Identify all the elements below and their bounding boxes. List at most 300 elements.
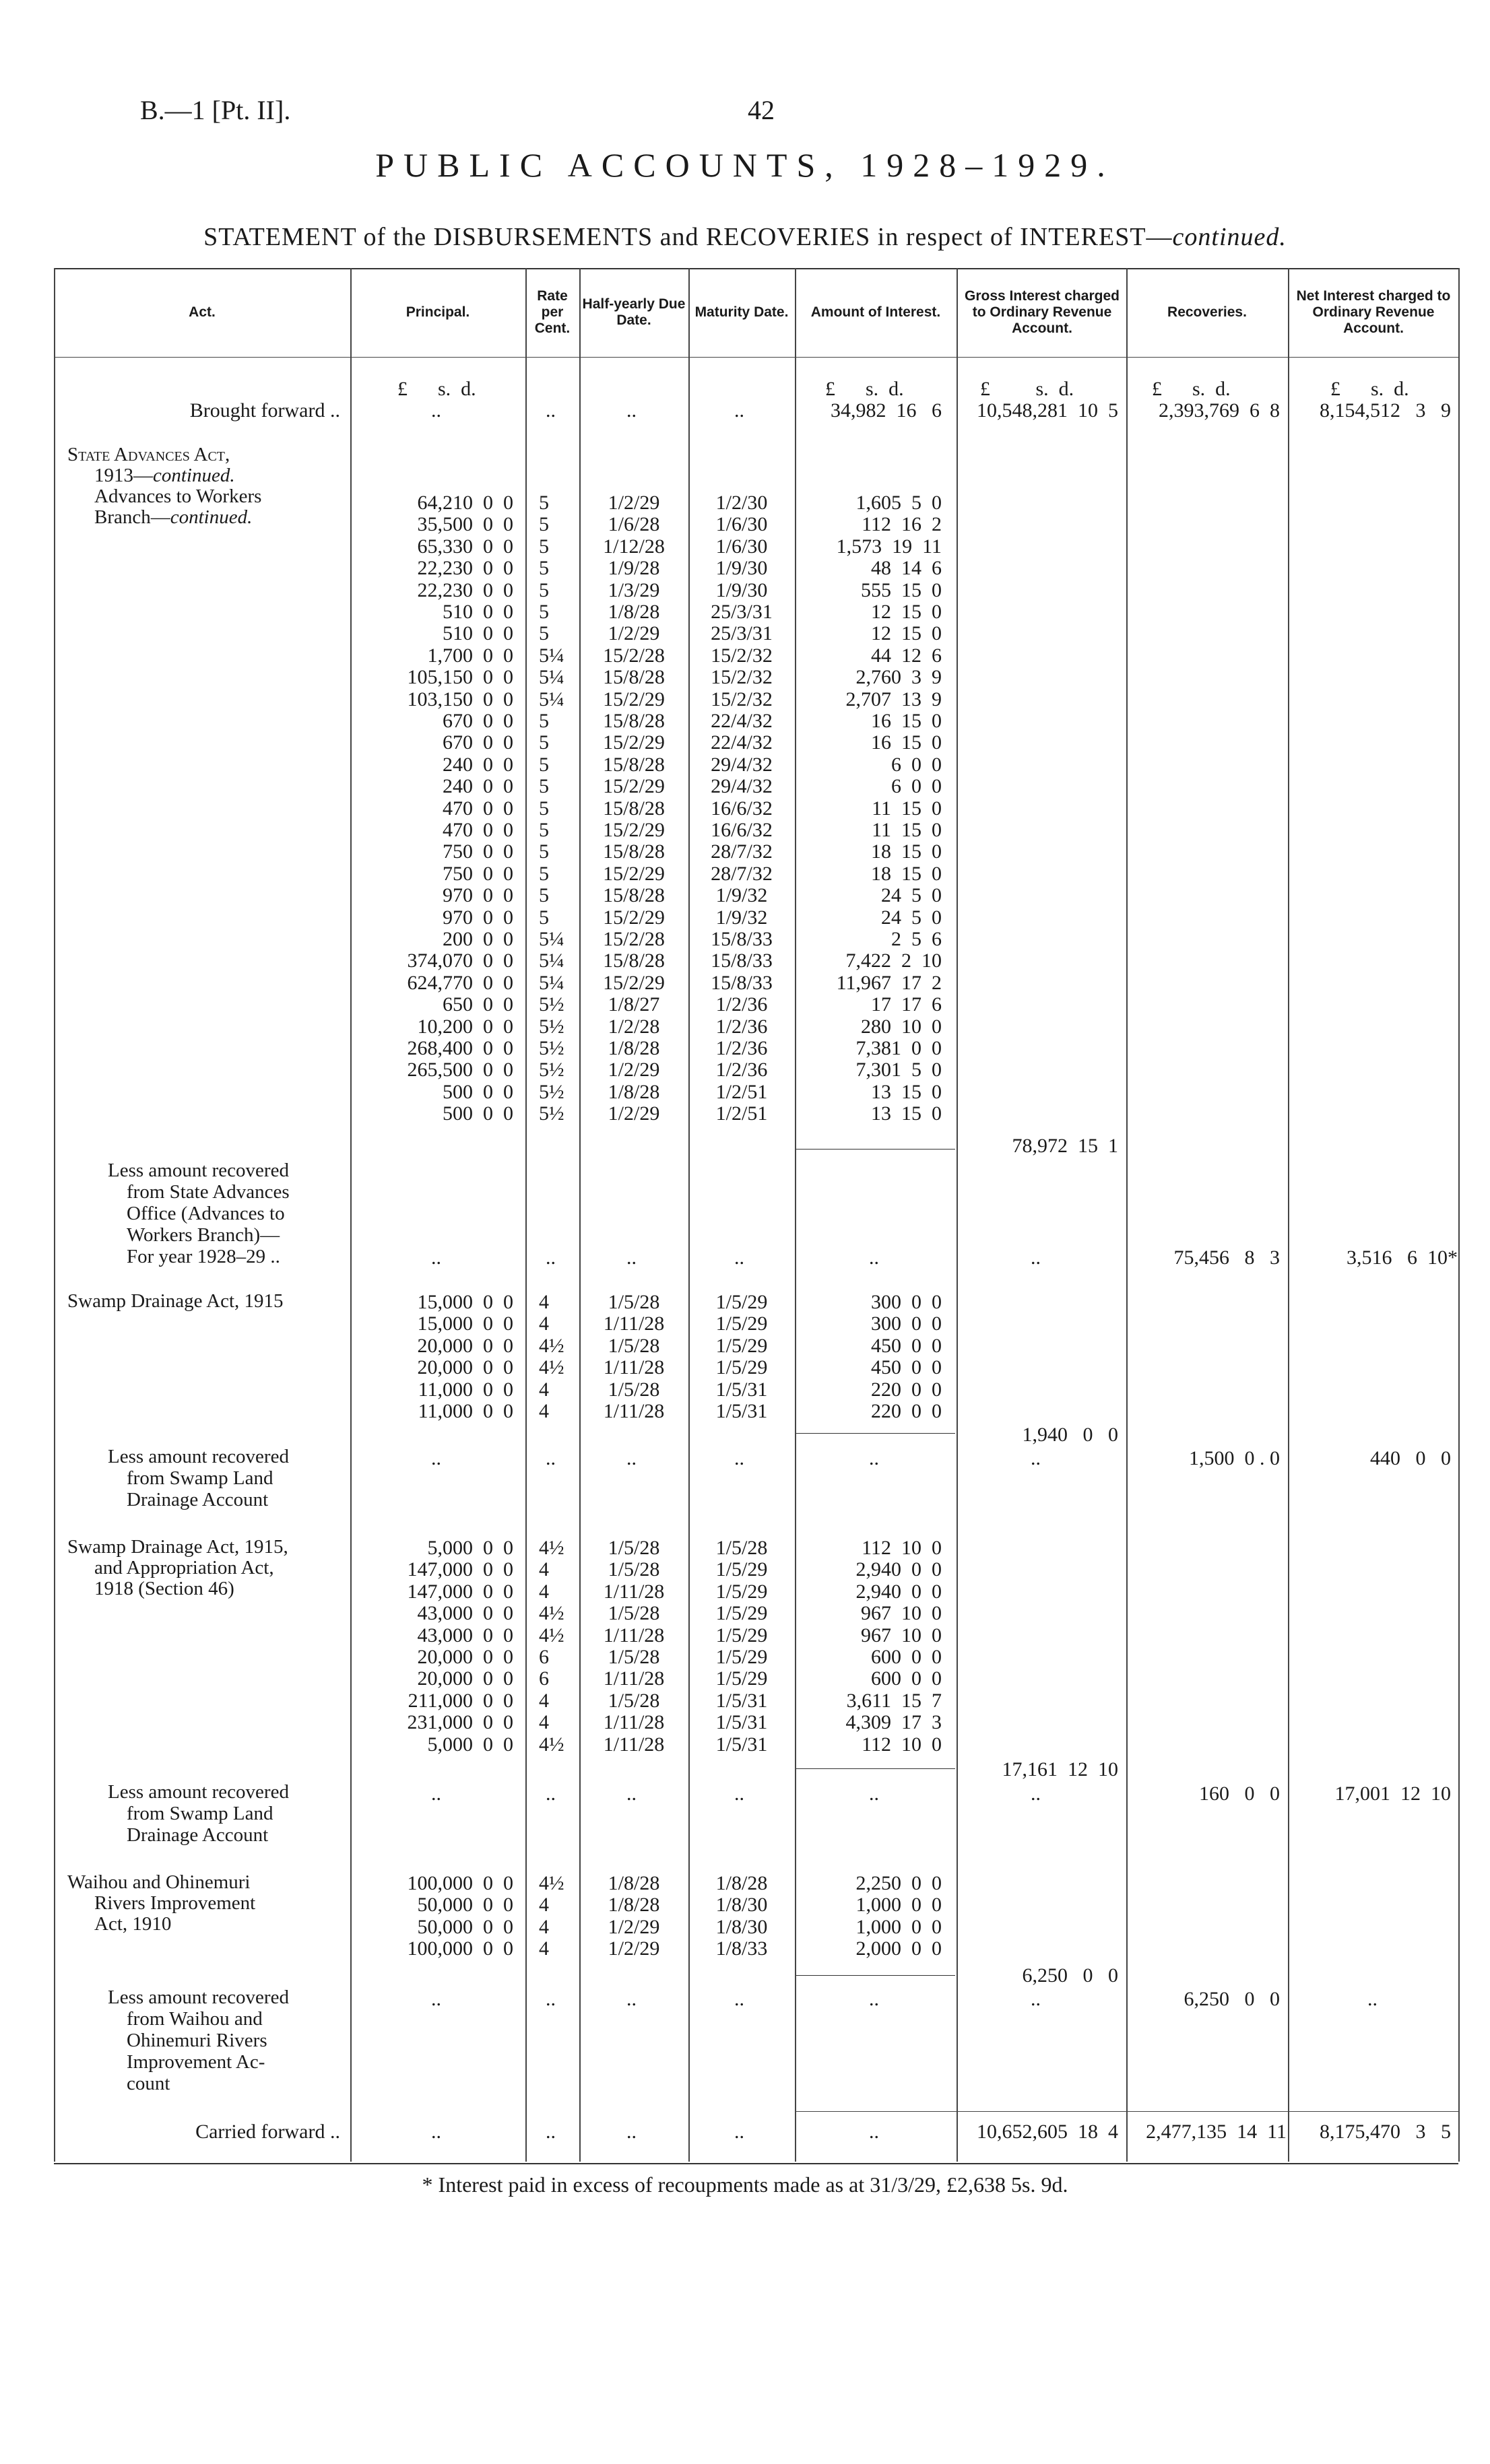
dots: .. xyxy=(869,1447,879,1469)
act-line: and Appropriation Act, xyxy=(94,1557,274,1578)
row-maturity-date: 1/8/28 xyxy=(715,1872,768,1894)
col-recoveries: Recoveries. xyxy=(1167,304,1247,320)
row-principal: 22,230 0 0 xyxy=(417,578,513,601)
row-rate: 4½ xyxy=(539,1334,564,1357)
row-halfyearly-date: 1/5/28 xyxy=(608,1378,660,1401)
section1-net: 3,516 6 10* xyxy=(1347,1246,1458,1269)
row-principal: 20,000 0 0 xyxy=(417,1356,513,1379)
row-rate: 4 xyxy=(539,1312,549,1335)
row-maturity-date: 1/2/51 xyxy=(715,1080,768,1103)
less-line: For year 1928–29 .. xyxy=(127,1246,280,1267)
row-halfyearly-date: 1/11/28 xyxy=(603,1733,665,1756)
row-halfyearly-date: 1/9/28 xyxy=(608,557,660,580)
row-rate: 5 xyxy=(539,753,549,776)
row-interest-amount: 11 15 0 xyxy=(872,819,942,841)
row-rate: 5½ xyxy=(539,1015,564,1038)
row-principal: 750 0 0 xyxy=(443,862,513,885)
row-rate: 5 xyxy=(539,535,549,558)
section1-sub2: Branch— xyxy=(94,506,170,528)
row-interest-amount: 7,301 5 0 xyxy=(855,1059,942,1081)
rule xyxy=(957,268,958,2162)
row-rate: 5 xyxy=(539,884,549,907)
dots: .. xyxy=(734,1246,744,1269)
dots: .. xyxy=(546,1246,556,1269)
row-interest-amount: 6 0 0 xyxy=(891,775,942,798)
carried-rule xyxy=(796,2111,1458,2112)
row-rate: 4 xyxy=(539,1400,549,1422)
row-principal: 5,000 0 0 xyxy=(427,1733,513,1756)
row-principal: 103,150 0 0 xyxy=(407,688,513,710)
row-interest-amount: 12 15 0 xyxy=(871,622,942,645)
row-halfyearly-date: 1/11/28 xyxy=(603,1667,665,1690)
row-interest-amount: 967 10 0 xyxy=(861,1602,942,1625)
dots: .. xyxy=(1031,1246,1041,1269)
dots: .. xyxy=(431,1447,441,1469)
row-principal: 22,230 0 0 xyxy=(417,557,513,580)
row-halfyearly-date: 15/8/28 xyxy=(603,753,665,776)
row-rate: 6 xyxy=(539,1667,549,1690)
row-principal: 1,700 0 0 xyxy=(427,644,513,667)
row-principal: 240 0 0 xyxy=(443,775,513,798)
row-principal: 500 0 0 xyxy=(443,1080,513,1103)
row-halfyearly-date: 15/2/29 xyxy=(603,862,665,885)
row-principal: 20,000 0 0 xyxy=(417,1334,513,1357)
row-maturity-date: 1/8/30 xyxy=(715,1915,768,1938)
section1-recoveries: 75,456 8 3 xyxy=(1173,1246,1280,1269)
row-halfyearly-date: 1/11/28 xyxy=(603,1356,665,1379)
dots: .. xyxy=(626,2121,637,2143)
col-principal: Principal. xyxy=(406,304,470,320)
row-maturity-date: 1/5/29 xyxy=(715,1667,768,1690)
row-principal: 268,400 0 0 xyxy=(407,1037,513,1059)
row-rate: 5 xyxy=(539,862,549,885)
row-maturity-date: 1/8/30 xyxy=(715,1894,768,1917)
row-rate: 4½ xyxy=(539,1872,564,1894)
row-rate: 5 xyxy=(539,906,549,929)
dots: .. xyxy=(431,399,441,422)
row-halfyearly-date: 15/2/29 xyxy=(603,971,665,994)
row-halfyearly-date: 15/2/29 xyxy=(603,819,665,841)
row-maturity-date: 28/7/32 xyxy=(711,840,773,863)
row-principal: 670 0 0 xyxy=(443,710,513,732)
row-interest-amount: 1,605 5 0 xyxy=(855,492,942,514)
row-rate: 5 xyxy=(539,557,549,580)
row-maturity-date: 1/5/29 xyxy=(715,1558,768,1581)
section2-act-title: Swamp Drainage Act, 1915 xyxy=(67,1290,284,1312)
row-interest-amount: 48 14 6 xyxy=(871,557,942,580)
row-halfyearly-date: 1/2/29 xyxy=(608,1915,660,1938)
row-maturity-date: 22/4/32 xyxy=(711,710,773,732)
col-net: Net Interest charged to Ordinary Revenue Account. xyxy=(1296,288,1451,336)
row-maturity-date: 1/2/36 xyxy=(715,993,768,1016)
dots: .. xyxy=(869,2121,879,2143)
row-maturity-date: 1/2/36 xyxy=(715,1059,768,1081)
row-halfyearly-date: 1/2/29 xyxy=(608,622,660,645)
row-halfyearly-date: 1/8/28 xyxy=(608,1872,660,1894)
section3-less xyxy=(108,1781,337,1846)
row-rate: 4½ xyxy=(539,1537,564,1559)
row-halfyearly-date: 1/11/28 xyxy=(603,1580,665,1603)
row-halfyearly-date: 15/8/28 xyxy=(603,797,665,820)
dots: .. xyxy=(734,399,744,422)
dots: .. xyxy=(626,1447,637,1469)
row-rate: 5 xyxy=(539,622,549,645)
row-principal: 5,000 0 0 xyxy=(427,1537,513,1559)
row-rate: 5½ xyxy=(539,1080,564,1103)
section4-act xyxy=(67,1872,344,1935)
row-maturity-date: 16/6/32 xyxy=(711,819,773,841)
less-line: Less amount recovered xyxy=(108,1446,289,1467)
row-principal: 650 0 0 xyxy=(443,993,513,1016)
row-halfyearly-date: 15/8/28 xyxy=(603,884,665,907)
row-rate: 4 xyxy=(539,1580,549,1603)
brought-forward-label: Brought forward .. xyxy=(189,399,340,422)
brought-forward-amount: 34,982 16 6 xyxy=(831,399,942,422)
row-maturity-date: 1/2/36 xyxy=(715,1015,768,1038)
carried-forward-recoveries: 2,477,135 14 11 xyxy=(1146,2121,1287,2143)
less-line: Less amount recovered xyxy=(108,1781,289,1803)
unit-principal: £ s. d. xyxy=(397,378,476,400)
row-rate: 5¼ xyxy=(539,971,564,994)
row-maturity-date: 1/6/30 xyxy=(715,535,768,558)
row-interest-amount: 220 0 0 xyxy=(871,1400,942,1422)
row-rate: 5 xyxy=(539,775,549,798)
row-interest-amount: 220 0 0 xyxy=(871,1378,942,1401)
footnote: * Interest paid in excess of recoupments made as at 31/3/29, £2,638 5s. 9d. xyxy=(422,2172,1068,2197)
row-halfyearly-date: 1/2/29 xyxy=(608,1102,660,1125)
act-line: Waihou and Ohinemuri xyxy=(67,1871,251,1893)
section1-sub-cont: continued. xyxy=(170,506,253,528)
less-line: Less amount recovered xyxy=(108,1160,289,1181)
carried-forward-net: 8,175,470 3 5 xyxy=(1320,2121,1451,2143)
row-interest-amount: 7,422 2 10 xyxy=(845,950,942,972)
row-principal: 470 0 0 xyxy=(443,797,513,820)
row-halfyearly-date: 1/8/27 xyxy=(608,993,660,1016)
row-halfyearly-date: 1/5/28 xyxy=(608,1646,660,1668)
row-interest-amount: 2,707 13 9 xyxy=(845,688,942,710)
col-rate: Rate per Cent. xyxy=(534,288,571,336)
row-interest-amount: 44 12 6 xyxy=(871,644,942,667)
row-principal: 200 0 0 xyxy=(443,928,513,950)
page-title: PUBLIC ACCOUNTS, 1928–1929. xyxy=(375,146,1115,184)
row-rate: 4 xyxy=(539,1915,549,1938)
row-rate: 5¼ xyxy=(539,928,564,950)
less-line: Ohinemuri Rivers xyxy=(127,2030,267,2051)
row-interest-amount: 4,309 17 3 xyxy=(845,1711,942,1734)
row-rate: 5 xyxy=(539,492,549,514)
row-maturity-date: 1/5/31 xyxy=(715,1711,768,1734)
section1-act-cont: continued. xyxy=(153,465,235,486)
row-rate: 5½ xyxy=(539,993,564,1016)
section2-less xyxy=(108,1446,337,1510)
row-rate: 4 xyxy=(539,1937,549,1960)
row-interest-amount: 967 10 0 xyxy=(861,1624,942,1646)
row-principal: 240 0 0 xyxy=(443,753,513,776)
dots: .. xyxy=(869,1783,879,1805)
dots: .. xyxy=(869,1246,879,1269)
row-maturity-date: 1/5/29 xyxy=(715,1602,768,1625)
section3-gross-total: 17,161 12 10 xyxy=(1002,1758,1118,1780)
row-halfyearly-date: 15/2/28 xyxy=(603,644,665,667)
row-rate: 4½ xyxy=(539,1733,564,1756)
row-interest-amount: 600 0 0 xyxy=(871,1646,942,1668)
subtotal-rule xyxy=(796,1433,955,1434)
row-interest-amount: 2,250 0 0 xyxy=(855,1872,942,1894)
row-maturity-date: 1/6/30 xyxy=(715,513,768,536)
dots: .. xyxy=(734,1988,744,2010)
row-rate: 4 xyxy=(539,1378,549,1401)
section2-act xyxy=(67,1291,344,1312)
row-principal: 43,000 0 0 xyxy=(417,1602,513,1625)
row-rate: 5¼ xyxy=(539,644,564,667)
row-interest-amount: 112 16 2 xyxy=(862,513,942,536)
row-interest-amount: 18 15 0 xyxy=(871,840,942,863)
row-interest-amount: 1,000 0 0 xyxy=(855,1915,942,1938)
act-line: Swamp Drainage Act, 1915, xyxy=(67,1536,288,1558)
section1-gross-total: 78,972 15 1 xyxy=(1012,1135,1118,1157)
row-interest-amount: 2,940 0 0 xyxy=(855,1558,942,1581)
row-maturity-date: 15/2/32 xyxy=(711,688,773,710)
row-halfyearly-date: 1/11/28 xyxy=(603,1711,665,1734)
row-interest-amount: 12 15 0 xyxy=(871,601,942,623)
section1-less xyxy=(108,1160,337,1267)
unit-gross: £ s. d. xyxy=(980,378,1074,400)
row-rate: 5 xyxy=(539,710,549,732)
row-rate: 4 xyxy=(539,1894,549,1917)
section2-gross-total: 1,940 0 0 xyxy=(1022,1424,1118,1446)
row-halfyearly-date: 1/2/28 xyxy=(608,1015,660,1038)
unit-recoveries: £ s. d. xyxy=(1152,378,1231,400)
brought-forward-gross: 10,548,281 10 5 xyxy=(977,399,1118,422)
dots: .. xyxy=(626,399,637,422)
row-principal: 20,000 0 0 xyxy=(417,1646,513,1668)
row-principal: 147,000 0 0 xyxy=(407,1558,513,1581)
subtotal-rule xyxy=(796,1149,955,1150)
row-interest-amount: 300 0 0 xyxy=(871,1312,942,1335)
row-maturity-date: 1/2/30 xyxy=(715,492,768,514)
less-line: from Swamp Land xyxy=(127,1803,273,1824)
row-halfyearly-date: 1/8/28 xyxy=(608,1037,660,1059)
section2-net: 440 0 0 xyxy=(1370,1447,1451,1469)
act-line: Act, 1910 xyxy=(94,1913,172,1935)
row-maturity-date: 1/5/29 xyxy=(715,1646,768,1668)
row-halfyearly-date: 1/5/28 xyxy=(608,1291,660,1313)
row-maturity-date: 1/9/32 xyxy=(715,884,768,907)
row-principal: 50,000 0 0 xyxy=(417,1915,513,1938)
dots: .. xyxy=(1031,1447,1041,1469)
row-halfyearly-date: 15/8/28 xyxy=(603,666,665,689)
statement-subtitle xyxy=(0,222,1490,252)
dots: .. xyxy=(431,1988,441,2010)
section1-act-title: State Advances Act, xyxy=(67,444,230,465)
dots: .. xyxy=(546,2121,556,2143)
dots: .. xyxy=(1031,1783,1041,1805)
unit-amount: £ s. d. xyxy=(825,378,904,400)
row-maturity-date: 1/8/33 xyxy=(715,1937,768,1960)
row-halfyearly-date: 1/5/28 xyxy=(608,1334,660,1357)
row-principal: 11,000 0 0 xyxy=(418,1378,513,1401)
row-rate: 4 xyxy=(539,1711,549,1734)
row-rate: 6 xyxy=(539,1646,549,1668)
row-maturity-date: 16/6/32 xyxy=(711,797,773,820)
section3-net: 17,001 12 10 xyxy=(1334,1783,1451,1805)
section1-act-year: 1913— xyxy=(94,465,153,486)
row-maturity-date: 1/9/32 xyxy=(715,906,768,929)
unit-net: £ s. d. xyxy=(1330,378,1409,400)
less-line: Office (Advances to xyxy=(127,1203,285,1224)
subtitle-continued: continued. xyxy=(1172,223,1287,251)
row-maturity-date: 1/5/29 xyxy=(715,1356,768,1379)
row-principal: 510 0 0 xyxy=(443,622,513,645)
rule xyxy=(1288,268,1289,2162)
row-rate: 5¼ xyxy=(539,950,564,972)
section3-recoveries: 160 0 0 xyxy=(1199,1783,1280,1805)
row-interest-amount: 6 0 0 xyxy=(891,753,942,776)
row-halfyearly-date: 15/2/29 xyxy=(603,775,665,798)
row-interest-amount: 280 10 0 xyxy=(861,1015,942,1038)
row-rate: 5 xyxy=(539,578,549,601)
dots: .. xyxy=(546,1447,556,1469)
rule xyxy=(1458,268,1460,2162)
row-maturity-date: 25/3/31 xyxy=(711,601,773,623)
row-halfyearly-date: 15/8/28 xyxy=(603,710,665,732)
row-halfyearly-date: 1/8/28 xyxy=(608,1894,660,1917)
row-principal: 970 0 0 xyxy=(443,884,513,907)
row-principal: 15,000 0 0 xyxy=(417,1312,513,1335)
row-rate: 5 xyxy=(539,797,549,820)
row-halfyearly-date: 1/5/28 xyxy=(608,1602,660,1625)
row-rate: 4 xyxy=(539,1689,549,1712)
header-rule xyxy=(54,357,1458,358)
row-principal: 50,000 0 0 xyxy=(417,1894,513,1917)
less-line: Improvement Ac- xyxy=(127,2051,265,2073)
dots: .. xyxy=(734,1447,744,1469)
carried-forward-label: Carried forward .. xyxy=(195,2121,340,2143)
row-interest-amount: 24 5 0 xyxy=(881,884,942,907)
dots: .. xyxy=(869,1988,879,2010)
act-line: 1918 (Section 46) xyxy=(94,1578,234,1599)
section3-act xyxy=(67,1537,344,1599)
subtotal-rule xyxy=(796,1768,955,1769)
row-interest-amount: 11 15 0 xyxy=(872,797,942,820)
row-interest-amount: 2,000 0 0 xyxy=(855,1937,942,1960)
row-rate: 5 xyxy=(539,513,549,536)
section1-sub2-line xyxy=(67,507,344,528)
row-interest-amount: 2,760 3 9 xyxy=(855,666,942,689)
row-maturity-date: 1/5/29 xyxy=(715,1334,768,1357)
row-interest-amount: 300 0 0 xyxy=(871,1291,942,1313)
col-act: Act. xyxy=(189,304,216,320)
row-interest-amount: 17 17 6 xyxy=(871,993,942,1016)
row-interest-amount: 1,573 19 11 xyxy=(836,535,942,558)
dots: .. xyxy=(626,1246,637,1269)
carried-forward-gross: 10,652,605 18 4 xyxy=(977,2121,1118,2143)
row-halfyearly-date: 15/2/29 xyxy=(603,688,665,710)
dots: .. xyxy=(431,2121,441,2143)
row-halfyearly-date: 1/3/29 xyxy=(608,578,660,601)
row-halfyearly-date: 1/5/28 xyxy=(608,1537,660,1559)
row-halfyearly-date: 1/6/28 xyxy=(608,513,660,536)
row-rate: 5¼ xyxy=(539,688,564,710)
row-principal: 64,210 0 0 xyxy=(417,492,513,514)
row-principal: 500 0 0 xyxy=(443,1102,513,1125)
row-maturity-date: 1/9/30 xyxy=(715,557,768,580)
rule xyxy=(525,268,527,2162)
row-interest-amount: 24 5 0 xyxy=(881,906,942,929)
less-line: Drainage Account xyxy=(127,1824,269,1846)
row-halfyearly-date: 15/2/29 xyxy=(603,906,665,929)
row-principal: 105,150 0 0 xyxy=(407,666,513,689)
row-maturity-date: 15/2/32 xyxy=(711,644,773,667)
row-maturity-date: 1/2/51 xyxy=(715,1102,768,1125)
row-principal: 510 0 0 xyxy=(443,601,513,623)
brought-forward-recoveries: 2,393,769 6 8 xyxy=(1159,399,1280,422)
row-halfyearly-date: 15/2/28 xyxy=(603,928,665,950)
row-rate: 5 xyxy=(539,840,549,863)
row-interest-amount: 112 10 0 xyxy=(862,1537,942,1559)
section4-less xyxy=(108,1987,337,2094)
row-interest-amount: 18 15 0 xyxy=(871,862,942,885)
dots: .. xyxy=(734,2121,744,2143)
row-rate: 5¼ xyxy=(539,666,564,689)
row-principal: 970 0 0 xyxy=(443,906,513,929)
row-principal: 211,000 0 0 xyxy=(408,1689,513,1712)
row-interest-amount: 555 15 0 xyxy=(861,578,942,601)
section1-sub1: Advances to Workers xyxy=(94,486,262,507)
row-maturity-date: 28/7/32 xyxy=(711,862,773,885)
row-rate: 5½ xyxy=(539,1037,564,1059)
row-rate: 5½ xyxy=(539,1102,564,1125)
row-principal: 100,000 0 0 xyxy=(407,1937,513,1960)
row-interest-amount: 600 0 0 xyxy=(871,1667,942,1690)
less-line: Less amount recovered xyxy=(108,1987,289,2008)
row-interest-amount: 1,000 0 0 xyxy=(855,1894,942,1917)
dots: .. xyxy=(431,1783,441,1805)
row-rate: 5 xyxy=(539,819,549,841)
page-number: 42 xyxy=(748,95,775,125)
row-halfyearly-date: 1/11/28 xyxy=(603,1312,665,1335)
row-halfyearly-date: 1/11/28 xyxy=(603,1400,665,1422)
col-maturity: Maturity Date. xyxy=(694,304,789,320)
row-maturity-date: 1/5/31 xyxy=(715,1689,768,1712)
rule xyxy=(1126,268,1128,2162)
row-principal: 11,000 0 0 xyxy=(418,1400,513,1422)
row-principal: 35,500 0 0 xyxy=(417,513,513,536)
row-rate: 4½ xyxy=(539,1602,564,1625)
row-principal: 750 0 0 xyxy=(443,840,513,863)
row-halfyearly-date: 1/2/29 xyxy=(608,1059,660,1081)
row-principal: 231,000 0 0 xyxy=(407,1711,513,1734)
row-rate: 4½ xyxy=(539,1356,564,1379)
section4-recoveries: 6,250 0 0 xyxy=(1184,1988,1280,2010)
row-maturity-date: 15/8/33 xyxy=(711,928,773,950)
row-maturity-date: 25/3/31 xyxy=(711,622,773,645)
row-principal: 100,000 0 0 xyxy=(407,1872,513,1894)
dots: .. xyxy=(734,1783,744,1805)
row-maturity-date: 1/5/29 xyxy=(715,1291,768,1313)
section2-recoveries: 1,500 0 . 0 xyxy=(1189,1447,1280,1469)
row-interest-amount: 2 5 6 xyxy=(891,928,942,950)
row-rate: 4 xyxy=(539,1291,549,1313)
row-maturity-date: 1/5/31 xyxy=(715,1400,768,1422)
less-line: from Swamp Land xyxy=(127,1467,273,1489)
row-rate: 4 xyxy=(539,1558,549,1581)
row-interest-amount: 11,967 17 2 xyxy=(836,971,942,994)
row-maturity-date: 29/4/32 xyxy=(711,775,773,798)
row-interest-amount: 16 15 0 xyxy=(871,710,942,732)
row-principal: 43,000 0 0 xyxy=(417,1624,513,1646)
row-interest-amount: 112 10 0 xyxy=(862,1733,942,1756)
